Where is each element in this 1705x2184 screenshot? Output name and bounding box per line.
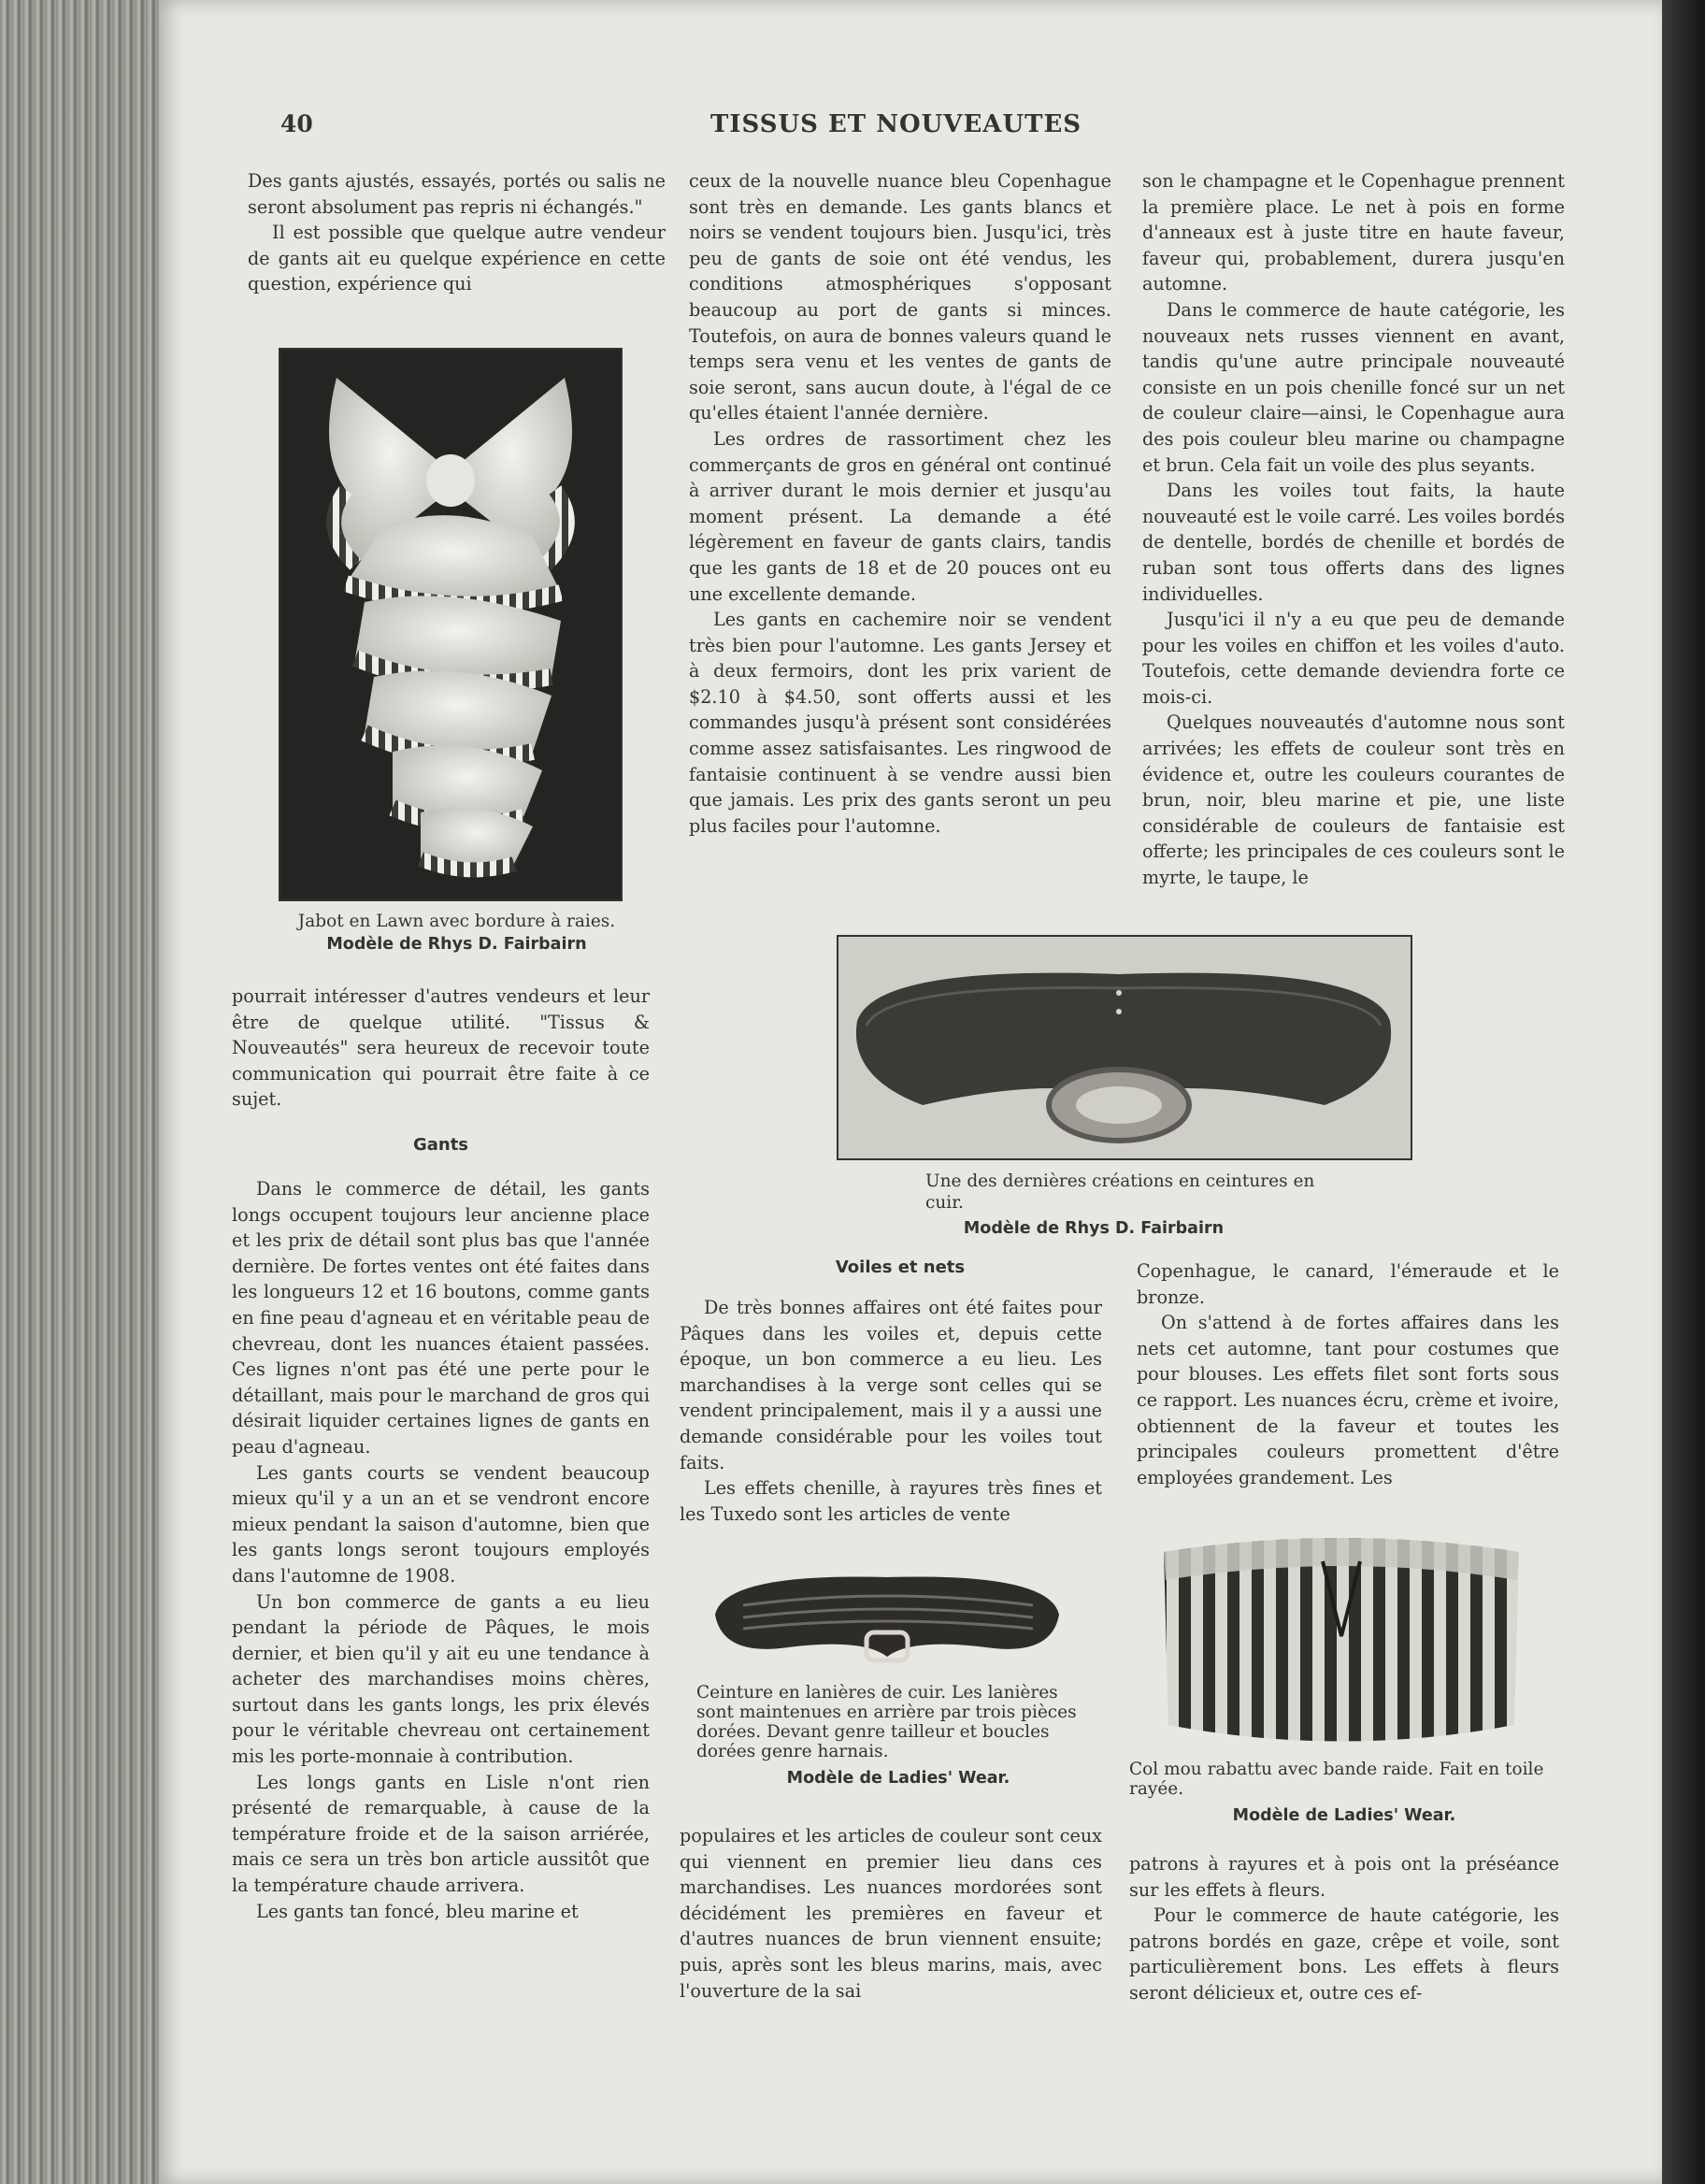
leather-belt-photo: [837, 935, 1412, 1160]
striped-collar-credit: Modèle de Ladies' Wear.: [1232, 1806, 1456, 1825]
col2-bottom-text: [680, 1823, 1102, 2004]
paragraph: pourrait intéresser d'autres vendeurs et leur être de quelque utilité. "Tissus & Nouveautés" sera heureux de recevoir toute communication qui pourrait être faite à ce sujet.: [232, 985, 650, 1111]
paragraph: Jusqu'ici il n'y a eu que peu de demande pour les voiles en chiffon et les voiles d'auto. Toutefois, cette demande deviendra forte ce mois-ci.: [1142, 609, 1565, 708]
section-heading-gants: Gants: [412, 1135, 469, 1155]
paragraph: ceux de la nouvelle nuance bleu Copenhague sont très en demande. Les gants blancs et noirs se vendent toujours bien. Jusqu'ici, très peu de gants de soie ont été vendus, les conditions atmosphériques s'opposant beaucoup au port de gants si minces. Toutefois, on aura de bonnes valeurs quand le temps sera venu et les ventes de gants de soie seront, sans aucun doute, à l'égal de ce qu'elles étaient l'année dernière.: [689, 170, 1111, 424]
paragraph: Un bon commerce de gants a eu lieu pendant la période de Pâques, le mois dernier, et bien qu'il y ait eu une tendance à acheter des marchandises moins chères, surtout dans les gants longs, les prix élevés pour le véritable chevreau ont certainement mis les porte-monnaie à contribution.: [232, 1590, 650, 1768]
leather-belt-credit: Modèle de Rhys D. Fairbairn: [963, 1219, 1225, 1238]
section-voiles-text: [680, 1295, 1102, 1527]
paragraph: On s'attend à de fortes affaires dans les nets cet automne, tant pour costumes que pour blouses. Les effets filet sont forts sous ce rapport. Les nuances écru, crème et ivoire, obtiennent de la faveur et toutes les principales couleurs promettent d'être employées grandement. Les: [1137, 1312, 1559, 1488]
strap-belt-illustration: [706, 1554, 1068, 1675]
col3-top-text: [1142, 168, 1565, 891]
paragraph: patrons à rayures et à pois ont la préséance sur les effets à fleurs.: [1129, 1853, 1559, 1901]
paragraph: Quelques nouveautés d'automne nous sont arrivées; les effets de couleur sont très en évidence et, outre les couleurs courantes de brun, noir, bleu marine et pie, une liste considérable de couleurs de fantaisie est offerte; les principales de ces couleurs sont le myrte, le taupe, le: [1142, 711, 1565, 889]
paragraph: Dans le commerce de haute catégorie, les nouveaux nets russes viennent en avant, tandis qu'une autre principale nouveauté consiste en un pois chenille foncé sur un net de couleur claire—ainsi, le Copenhague aura des pois couleur bleu marine ou champagne et brun. Cela fait un voile des plus seyants.: [1142, 298, 1565, 476]
paragraph: Pour le commerce de haute catégorie, les patrons bordés en gaze, crêpe et voile, sont particulièrement bons. Les effets à fleurs seront délicieux et, outre ces ef-: [1129, 1904, 1559, 2004]
col3-bottom-text: [1129, 1851, 1559, 2006]
paragraph: Les gants courts se vendent beaucoup mieux qu'il y a un an et se vendront encore mieux pendant la saison d'automne, bien que les gants longs seront toujours employés dans l'automne de 1908.: [232, 1461, 650, 1587]
section-gants-text: [232, 1176, 650, 1924]
striped-collar-svg: [1154, 1524, 1528, 1758]
paragraph: Copenhague, le canard, l'émeraude et le bronze.: [1137, 1260, 1559, 1308]
jabot-credit: Modèle de Rhys D. Fairbairn: [326, 935, 587, 954]
leather-belt-caption: Une des dernières créations en ceintures en cuir.: [925, 1171, 1315, 1213]
paragraph: Les effets chenille, à rayures très fines et les Tuxedo sont les articles de vente: [680, 1477, 1102, 1525]
running-head: TISSUS ET NOUVEAUTES: [710, 110, 1082, 138]
strap-belt-caption: Ceinture en lanières de cuir. Les lanières sont maintenues en arrière par trois pièces dorées. Devant genre tailleur et boucles dorées genre harnais.: [696, 1683, 1077, 1761]
page-number: 40: [280, 110, 313, 137]
jabot-photo: [279, 348, 623, 901]
paragraph: Dans le commerce de détail, les gants longs occupent toujours leur ancienne place et les prix de détail sont plus bas que l'année dernière. De fortes ventes ont été faites dans les longueurs 12 et 16 boutons, comme gants en fine peau d'agneau et en véritable peau de chevreau, dont les nuances étaient passées. Ces lignes n'ont pas été une perte pour le détaillant, mais pour le marchand de gros qui désirait liquider certaines lignes de gants en peau d'agneau.: [232, 1178, 650, 1458]
paragraph: De très bonnes affaires ont été faites pour Pâques dans les voiles et, depuis cette époque, un bon commerce a eu lieu. Les marchandises à la verge sont celles qui se vendent principalement, mais il y a aussi une demande considérable pour les voiles tout faits.: [680, 1297, 1102, 1473]
col2-top-text: [689, 168, 1111, 839]
jabot-illustration: [280, 350, 621, 899]
jabot-caption: Jabot en Lawn avec bordure à raies.: [297, 912, 616, 931]
col3-mid-text: [1137, 1258, 1559, 1490]
paragraph: Dans les voiles tout faits, la haute nouveauté est le voile carré. Les voiles bordés de dentelle, bordés de chenille et bordés de ruban sont tous offerts dans des lignes individuelles.: [1142, 480, 1565, 605]
striped-collar-caption: Col mou rabattu avec bande raide. Fait en toile rayée.: [1129, 1760, 1544, 1799]
striped-collar-illustration: [1154, 1524, 1528, 1758]
paragraph: Les gants en cachemire noir se vendent très bien pour l'automne. Les gants Jersey et à deux fermoirs, dont les prix varient de $2.10 à $4.50, sont offerts aussi et les commandes jusqu'à présent sont considérées comme assez satisfaisantes. Les ringwood de fantaisie continuent à se vendre aussi bien que jamais. Les prix des gants seront un peu plus faciles pour l'automne.: [689, 609, 1111, 837]
paragraph: Il est possible que quelque autre vendeur de gants ait eu quelque expérience en cette question, expérience qui: [248, 222, 666, 295]
col1-top-text: [248, 168, 666, 297]
paragraph: Des gants ajustés, essayés, portés ou salis ne seront absolument pas repris ni échangés.": [248, 170, 666, 218]
col1-after-figure-text: [232, 984, 650, 1113]
paragraph: Les gants tan foncé, bleu marine et: [256, 1900, 579, 1922]
section-heading-voiles: Voiles et nets: [835, 1257, 966, 1277]
paragraph: son le champagne et le Copenhague prennent la première place. Le net à pois en forme d'anneaux est à juste titre en haute faveur, faveur qui, probablement, durera jusqu'en automne.: [1142, 170, 1565, 295]
paragraph: Les longs gants en Lisle n'ont rien présenté de remarquable, à cause de la température froide et de la saison arriérée, mais ce sera un très bon article aussitôt que la température chaude arrivera.: [232, 1771, 650, 1897]
book-page-edges: [0, 0, 178, 2184]
paragraph: Les ordres de rassortiment chez les commerçants de gros en général ont continué à arriver durant le mois dernier et jusqu'au moment présent. La demande a été légèrement en faveur de gants clairs, tandis que les gants de 18 et de 20 pouces ont eu une excellente demande.: [689, 427, 1111, 605]
book-right-edge: [1662, 0, 1705, 2184]
strap-belt-credit: Modèle de Ladies' Wear.: [786, 1769, 1010, 1788]
strap-belt-svg: [706, 1554, 1068, 1675]
leather-belt-illustration: [838, 937, 1411, 1158]
paragraph: populaires et les articles de couleur sont ceux qui viennent en premier lieu dans ces marchandises. Les nuances mordorées sont décidément les premières en faveur et d'autres nuances de brun viennent ensuite; puis, après sont les bleus marins, mais, avec l'ouverture de la sai: [680, 1825, 1102, 2002]
